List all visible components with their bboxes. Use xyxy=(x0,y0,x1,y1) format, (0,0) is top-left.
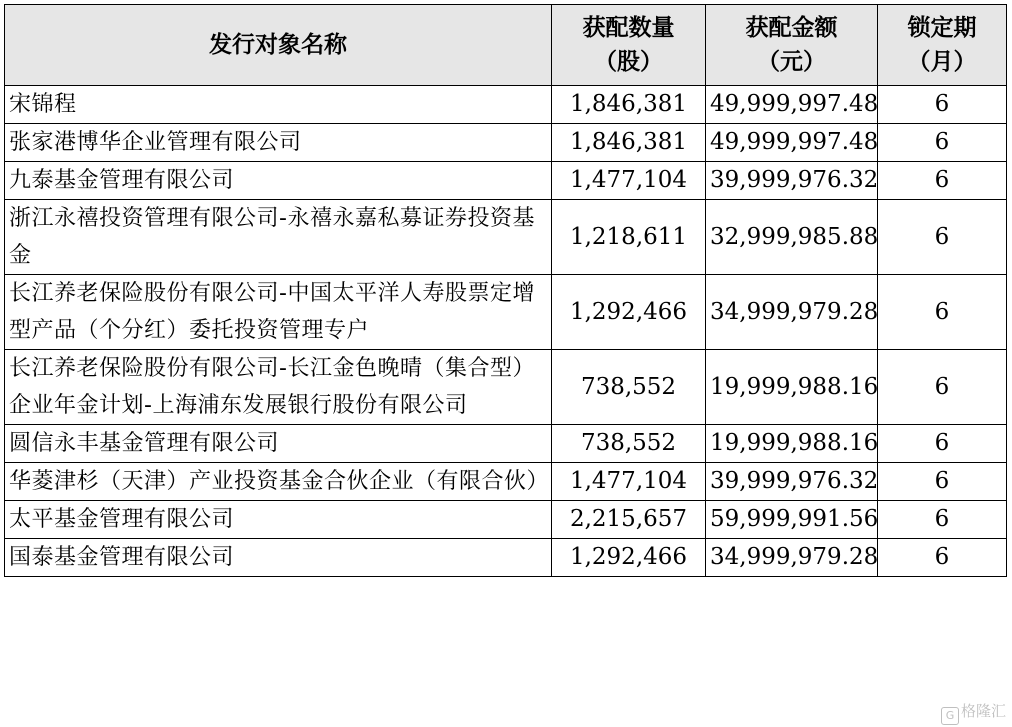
table-row xyxy=(5,350,1007,425)
lock-period: 6 xyxy=(878,350,1007,425)
watermark-logo-icon: G xyxy=(941,707,959,725)
issuer-name: 宋锦程 xyxy=(5,86,552,124)
allocated-amount: 49,999,997.48 xyxy=(706,86,878,124)
table-row xyxy=(5,425,1007,463)
lock-period: 6 xyxy=(878,501,1007,539)
allocated-amount: 34,999,979.28 xyxy=(706,539,878,577)
allocated-shares: 1,292,466 xyxy=(552,539,706,577)
issuer-name: 国泰基金管理有限公司 xyxy=(5,539,552,577)
issuer-name: 长江养老保险股份有限公司-长江金色晚晴（集合型）企业年金计划-上海浦东发展银行股份有限公司 xyxy=(5,350,552,425)
lock-period: 6 xyxy=(878,539,1007,577)
allocated-shares: 1,477,104 xyxy=(552,162,706,200)
allocated-shares: 1,477,104 xyxy=(552,463,706,501)
table-row xyxy=(5,200,1007,275)
lock-period: 6 xyxy=(878,200,1007,275)
allocated-shares: 2,215,657 xyxy=(552,501,706,539)
table-header-row xyxy=(5,5,1007,86)
allocated-shares: 738,552 xyxy=(552,350,706,425)
table-row xyxy=(5,162,1007,200)
lock-period: 6 xyxy=(878,124,1007,162)
allocated-amount: 34,999,979.28 xyxy=(706,275,878,350)
lock-period: 6 xyxy=(878,425,1007,463)
allocated-shares: 1,218,611 xyxy=(552,200,706,275)
allocated-shares: 1,846,381 xyxy=(552,86,706,124)
issuer-name: 圆信永丰基金管理有限公司 xyxy=(5,425,552,463)
issuer-name: 太平基金管理有限公司 xyxy=(5,501,552,539)
header-issuer: 发行对象名称 xyxy=(5,5,552,86)
issuer-name: 九泰基金管理有限公司 xyxy=(5,162,552,200)
lock-period: 6 xyxy=(878,275,1007,350)
lock-period: 6 xyxy=(878,463,1007,501)
issuer-name: 华菱津杉（天津）产业投资基金合伙企业（有限合伙） xyxy=(5,463,552,501)
allocated-amount: 59,999,991.56 xyxy=(706,501,878,539)
lock-period: 6 xyxy=(878,86,1007,124)
allocated-shares: 1,846,381 xyxy=(552,124,706,162)
table-row xyxy=(5,463,1007,501)
issuer-name: 长江养老保险股份有限公司-中国太平洋人寿股票定增型产品（个分红）委托投资管理专户 xyxy=(5,275,552,350)
allocated-amount: 32,999,985.88 xyxy=(706,200,878,275)
watermark xyxy=(941,700,1006,725)
issuer-name: 浙江永禧投资管理有限公司-永禧永嘉私募证券投资基金 xyxy=(5,200,552,275)
allocated-amount: 19,999,988.16 xyxy=(706,425,878,463)
allocated-amount: 49,999,997.48 xyxy=(706,124,878,162)
allocated-shares: 1,292,466 xyxy=(552,275,706,350)
issuer-name: 张家港博华企业管理有限公司 xyxy=(5,124,552,162)
allocated-amount: 39,999,976.32 xyxy=(706,463,878,501)
table-row xyxy=(5,539,1007,577)
watermark-text: 格隆汇 xyxy=(960,702,1006,720)
allocated-amount: 39,999,976.32 xyxy=(706,162,878,200)
header-amount: 获配金额 （元） xyxy=(706,5,878,86)
table-row xyxy=(5,86,1007,124)
allocation-table xyxy=(4,4,1007,577)
header-shares: 获配数量 （股） xyxy=(552,5,706,86)
table-row xyxy=(5,501,1007,539)
table-row xyxy=(5,124,1007,162)
allocated-amount: 19,999,988.16 xyxy=(706,350,878,425)
table-row xyxy=(5,275,1007,350)
allocated-shares: 738,552 xyxy=(552,425,706,463)
lock-period: 6 xyxy=(878,162,1007,200)
header-lock-period: 锁定期 （月） xyxy=(878,5,1007,86)
